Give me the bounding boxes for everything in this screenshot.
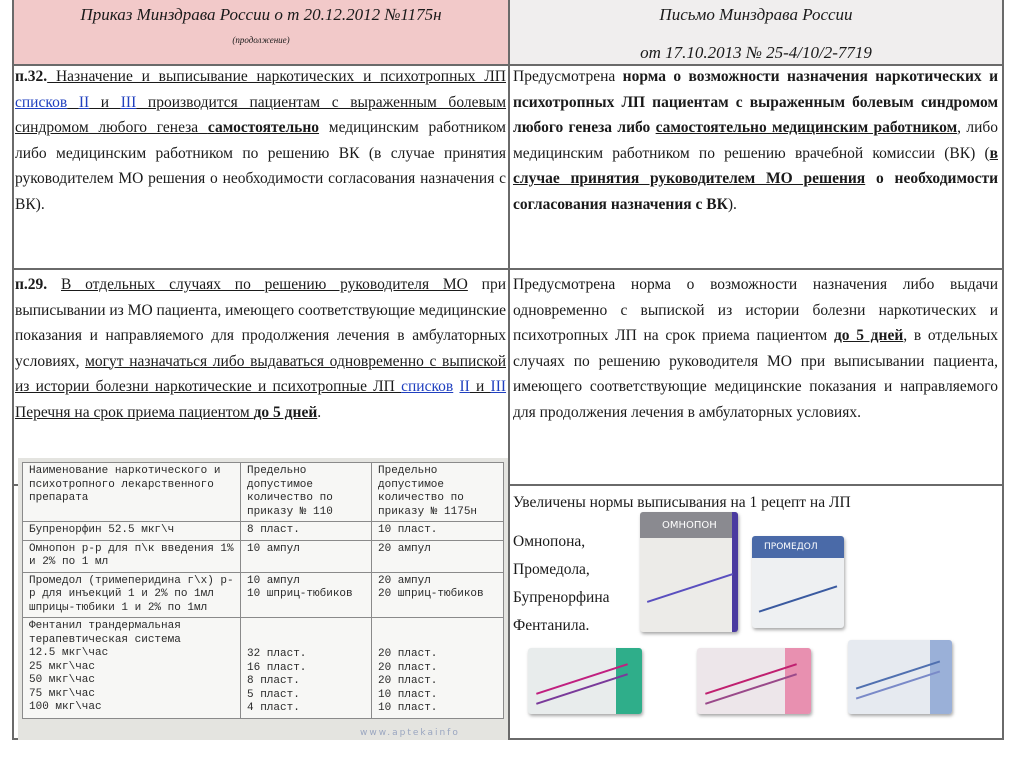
fentanyl-package-image-1 [528,648,642,714]
text-fragment: могут назначаться либо выдаваться одновременно с выпиской из истории болезни [15,352,507,395]
text-fragment: наркотические и психотропные ЛП [148,378,402,395]
text-fragment: медицинским работником либо медицинским работником по решению ВК (в случае принятия руководителем МО решения о необходимости согласования назначения с ВК). [15,119,506,213]
omnopon-package-image [640,512,738,632]
limit-1175-cell: 20 ампул [372,540,504,572]
text-fragment: и [89,93,121,111]
list-iii-link[interactable]: III [120,93,137,111]
table-row [23,572,504,618]
drug-comparison-table [22,462,504,719]
emphasis-text: самостоятельно медицинским работником [655,119,958,136]
increase-intro: Увеличены нормы выписывания на 1 рецепт на ЛП [513,494,851,511]
fentanyl-package-image-3 [848,640,952,714]
left-header-subtitle: (продолжение) [232,35,290,45]
text-fragment: и [469,378,491,395]
row1-right-cell [513,64,998,217]
limit-1175-cell: 20 ампул 20 шприц-тюбиков [372,572,504,618]
limit-1175-cell: 20 пласт. 20 пласт. 20 пласт. 10 пласт. 10 пласт. [372,618,504,719]
text-fragment: при выписывании из МО пациента, имеющего соответствующие медицинские показания и направляемого для продолжения лечения в амбулаторных условиях, [15,276,507,370]
emphasis-text: самостоятельно [207,119,320,136]
promedol-label: ПРОМЕДОЛ [764,542,818,552]
limit-1175-cell: 10 пласт. [372,522,504,541]
text-fragment: Назначение и выписывание наркотических и психотропных ЛП [47,68,506,85]
limit-110-cell: 10 ампул 10 шприц-тюбиков [241,572,372,618]
row1-left-cell [15,64,506,217]
promedol-package-image [752,536,844,628]
list-ii-link[interactable]: II [459,378,470,395]
row2-left-cell [15,272,506,425]
text-fragment: ). [727,195,737,213]
clause-number: п.29. [15,276,48,293]
right-header-title-line2: от 17.10.2013 № 25-4/10/2-7719 [640,43,872,62]
list-ii-link[interactable]: II [78,93,90,111]
table-row [23,540,504,572]
emphasis-text: норма о возможности назначения наркотических и психотропных ЛП пациентам с выраженным болевым синдромом любого генеза либо [513,68,998,136]
column-header: Предельно допустимое количество по приказу № 110 [241,463,372,522]
left-header-title: Приказ Минздрава России о т 20.12.2012 №1175н [80,5,442,24]
text-fragment [47,276,61,293]
drug-name-cell: Промедол (тримеперидина г\х) р-р для инъекций 1 и 2% по 1мл шприцы-тюбики 1 и 2% по 1мл [23,572,241,618]
row1-right-text [513,64,998,217]
text-fragment: Предусмотрена норма о возможности назначения либо выдачи одновременно с выпиской из истории болезни наркотических и психотропных ЛП на срок приема пациентом [513,276,998,344]
text-fragment: , либо медицинским работником по решению врачебной комиссии (ВК) ( [513,119,998,162]
drug-name-cell: Бупренорфин 52.5 мкг\ч [23,522,241,541]
drug-list-item: Омнопона, [513,532,586,550]
text-fragment: . [317,403,322,421]
right-header-title-line1: Письмо Минздрава России [659,5,853,24]
row2-left-text [15,272,506,425]
text-fragment: Предусмотрена [513,68,623,85]
clause-number: п.32. [15,68,48,85]
fentanyl-package-image-2 [697,648,811,714]
emphasis-text: в случае принятия руководителем МО решения [513,144,998,187]
text-fragment: производится пациентам с выраженным болевым синдромом любого генеза [15,93,507,136]
row-divider-2 [12,268,1004,270]
drug-list-item: Бупренорфина [513,588,610,606]
emphasis-text: о необходимости согласования назначения с ВК [513,170,999,213]
table-row [23,618,504,719]
drug-list-item: Промедола, [513,560,590,578]
lists-link[interactable]: списков [15,93,68,111]
omnopon-label: ОМНОПОН [662,520,717,531]
limit-110-cell: 32 пласт. 16 пласт. 8 пласт. 5 пласт. 4 пласт. [241,618,372,719]
text-fragment: , в отдельных случаях по решению руководителя МО при выписывании пациента, имеющего соответствующие медицинские показания и направляемого для продолжения лечения в амбулаторных условиях. [513,327,998,421]
text-fragment: Перечня на срок приема пациентом [15,403,254,421]
watermark: www.aptekainfo [360,728,460,738]
lists-link[interactable]: списков [401,378,454,395]
emphasis-text: до 5 дней [833,327,904,344]
text-fragment: В отдельных случаях по решению руководителя МО [61,276,468,293]
list-iii-link[interactable]: III [490,378,507,395]
column-header: Наименование наркотического и психотропного лекарственного препарата [23,463,241,522]
row2-right-text [513,272,998,425]
limit-110-cell: 8 пласт. [241,522,372,541]
row1-left-text [15,64,506,217]
column-divider [508,0,510,740]
table-row [23,522,504,541]
table-header-row [23,463,504,522]
column-header: Предельно допустимое количество по приказу № 1175н [372,463,504,522]
drug-list-item: Фентанила. [513,616,590,634]
row2-right-cell [513,272,998,425]
limit-110-cell: 10 ампул [241,540,372,572]
emphasis-text: до 5 дней [253,403,318,421]
drug-name-cell: Фентанил трандермальная терапевтическая система 12.5 мкг\час 25 мкг\час 50 мкг\час 75 мкг\час 100 мкг\час [23,618,241,719]
text-fragment [67,94,79,111]
drug-name-cell: Омнопон р-р для п\к введения 1% и 2% по 1 мл [23,540,241,572]
